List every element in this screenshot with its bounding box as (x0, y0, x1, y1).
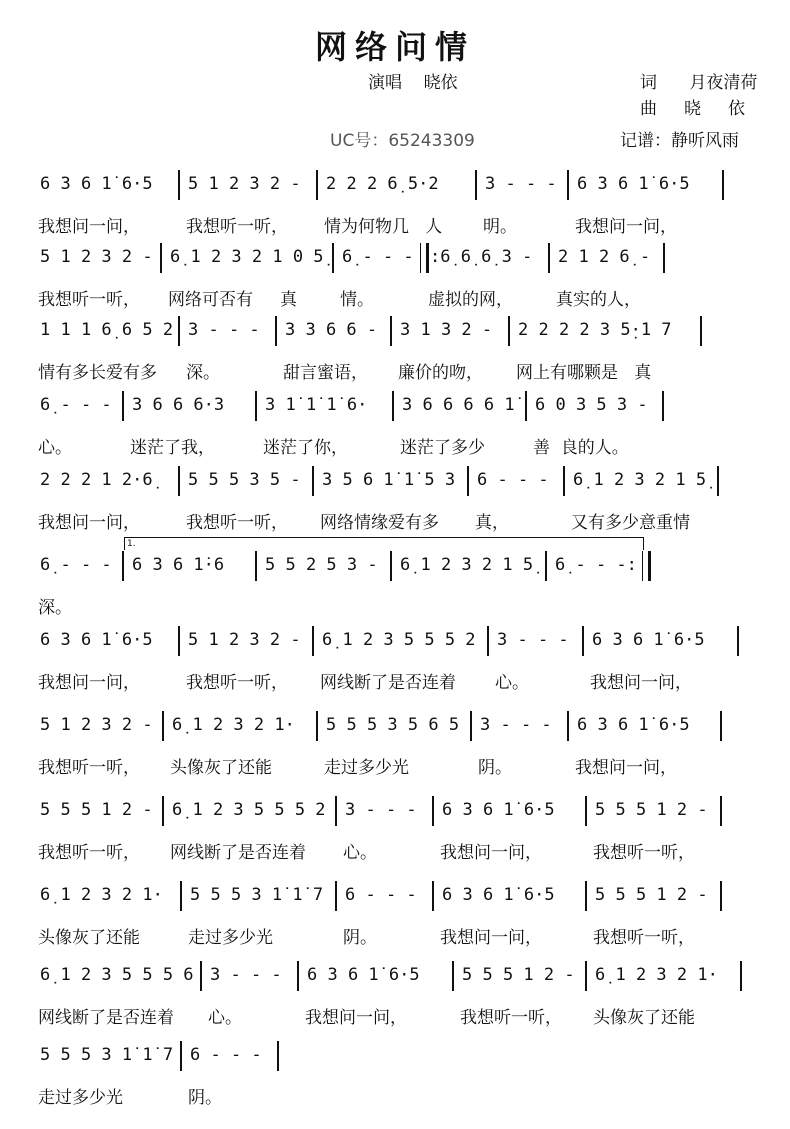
measure-lyric: 网线断了是否连着 (38, 1008, 174, 1028)
measure-notes: 6 - - - (190, 1045, 262, 1065)
barline (277, 1041, 279, 1071)
measure (481, 172, 563, 242)
barline (545, 551, 547, 581)
measure-lyric: 我想问一问， (575, 217, 677, 237)
measure-lyric: 网络情缘爱有多 (320, 513, 439, 533)
barline (316, 170, 318, 200)
system-1 (0, 172, 790, 242)
measure-notes: 5 5 5 1 2 - (595, 885, 708, 905)
system-12 (0, 1043, 790, 1113)
measure-notes: 2 2 2 2 3 5̣·1 7 (518, 320, 672, 340)
measure (261, 553, 386, 623)
measure-notes: 6 3 6 1̇ 6·5 (577, 715, 690, 735)
measure (473, 468, 559, 538)
measure (341, 883, 428, 953)
barline (332, 243, 334, 273)
measure-lyric: 走过多少光 (38, 1088, 123, 1108)
barline (663, 243, 665, 273)
measure-notes: 5 1 2 3 2 - (188, 174, 301, 194)
barline (312, 466, 314, 496)
measure (322, 172, 471, 242)
barline (567, 711, 569, 741)
measure-notes: 3 - - - (210, 965, 282, 985)
measure-notes: 3 1 3 2 - (400, 320, 493, 340)
measure-lyric: 廉价的吻， (398, 363, 483, 383)
barline (548, 243, 550, 273)
measure-notes: 6 3 6 1̇ 6·5 (592, 630, 705, 650)
measure-notes: 5 5 5 1 2 - (462, 965, 575, 985)
system-8 (0, 713, 790, 783)
system-3 (0, 318, 790, 388)
measure-lyric: 情为何物几 人 (324, 217, 443, 237)
barline (162, 711, 164, 741)
barline (122, 551, 124, 581)
measure (338, 245, 416, 315)
measure-notes: 5 1 2 3 2 - (40, 247, 153, 267)
measure-notes: 6̣ 1 2 3 5 5 5 2 (172, 800, 326, 820)
barline (178, 626, 180, 656)
measure-lyric: 阴。 (478, 758, 512, 778)
measure (36, 553, 118, 623)
measure-notes: 2 2 2 1 2·6̣ (40, 470, 153, 490)
measure-notes: 2 1 2 6̣ - (558, 247, 651, 267)
measure-lyric: 情。 (340, 290, 374, 310)
barline (297, 961, 299, 991)
measure (206, 963, 293, 1033)
measure-lyric: 我想听一听， (186, 513, 288, 533)
system-5 (0, 468, 790, 538)
measure (322, 713, 466, 783)
measure-notes: 5 5 5 3 5 - (188, 470, 301, 490)
measure-lyric: 迷茫了你， (263, 438, 348, 458)
measure-notes: 6 3 6 1̇ 6·5 (442, 800, 555, 820)
measure-lyric: 情有多长爱有多 (38, 363, 157, 383)
system-7 (0, 628, 790, 698)
measure-lyric: 我想问一问， (590, 673, 692, 693)
measure-notes: 6̣ 1 2 3 2 1· (172, 715, 295, 735)
uc-number: UC号：65243309 (330, 131, 475, 151)
barline (335, 796, 337, 826)
barline (390, 316, 392, 346)
measure-notes: 6̣ - - - (342, 247, 414, 267)
barline (567, 170, 569, 200)
measure-lyric: 头像灰了还能 (38, 928, 140, 948)
barline (470, 711, 472, 741)
barline (178, 170, 180, 200)
measure-notes: :6̣ 6̣ 6̣ 3 - (430, 247, 533, 267)
measure-notes: 6 3 6 1̇ 6·5 (307, 965, 420, 985)
measure-lyric: 真， (475, 513, 509, 533)
measure (128, 553, 251, 623)
measure-notes: 5 5 5 3 1̇ 1̇ 7 (190, 885, 324, 905)
measure-lyric: 明。 (483, 217, 517, 237)
measure-lyric: 走过多少光 (188, 928, 273, 948)
measure (184, 468, 308, 538)
measure-lyric: 我想听一听， (593, 843, 695, 863)
measure-lyric: 我想问一问， (440, 843, 542, 863)
measure-lyric: 我想问一问， (38, 673, 140, 693)
measure (36, 713, 158, 783)
measure (591, 963, 736, 1033)
measure-notes: 3 5 6 1̇ 1̇ 5 3 (322, 470, 456, 490)
measure (554, 245, 659, 315)
barline (467, 466, 469, 496)
measure-notes: 5 5 5 1 2 - (40, 800, 153, 820)
barline (722, 170, 724, 200)
barline (563, 466, 565, 496)
measure-lyric: 善 良的人。 (533, 438, 629, 458)
measure (303, 963, 448, 1033)
measure-lyric: 我想听一听， (38, 758, 140, 778)
measure-lyric: 我想问一问， (440, 928, 542, 948)
measure (426, 245, 544, 315)
barline (432, 881, 434, 911)
measure-notes: 6̣ 1 2 3 5 5 5 6 (40, 965, 194, 985)
measure (551, 553, 638, 623)
singer-credit: 演唱 晓依 (368, 73, 458, 93)
barline (585, 961, 587, 991)
measure (569, 468, 713, 538)
measure-notes: 6̣ - - - (40, 555, 112, 575)
measure-lyric: 我想问一问， (38, 513, 140, 533)
measure (168, 713, 312, 783)
measure (36, 245, 156, 315)
measure-lyric: 网线断了是否连着 (320, 673, 456, 693)
measure-notes: 3 - - - (485, 174, 557, 194)
measure-notes: 6 3 6 1̇ 6·5 (40, 630, 153, 650)
measure (591, 883, 716, 953)
measure (476, 713, 563, 783)
measure-lyric: 头像灰了还能 (170, 758, 272, 778)
measure (128, 393, 251, 463)
measure-notes: 2 2 2 6̣ 5·2 (326, 174, 439, 194)
measure-lyric: 真实的人， (556, 290, 641, 310)
measure-notes: 6̣ - - -: (555, 555, 637, 575)
barline (582, 626, 584, 656)
measure (36, 318, 174, 388)
measure-lyric: 迷茫了我， (130, 438, 215, 458)
measure-lyric: 我想听一听， (186, 673, 288, 693)
barline (525, 391, 527, 421)
measure-notes: 3 - - - (480, 715, 552, 735)
barline (475, 170, 477, 200)
lyricist-credit: 词 月夜清荷 (640, 73, 758, 93)
song-title: 网络问情 (314, 28, 475, 66)
measure-lyric: 网上有哪颗是 真 (516, 363, 652, 383)
barline (662, 391, 664, 421)
measure-lyric: 又有多少意重情 (571, 513, 690, 533)
measure-lyric: 我想听一听， (593, 928, 695, 948)
barline (720, 711, 722, 741)
measure (36, 468, 174, 538)
measure (36, 963, 196, 1033)
barline (700, 316, 702, 346)
measure-notes: 6̣ - - - (40, 395, 112, 415)
measure-notes: 6 3 6 1̇ 6·5 (577, 174, 690, 194)
measure-lyric: 头像灰了还能 (593, 1008, 695, 1028)
barline (717, 466, 719, 496)
barline (178, 316, 180, 346)
measure-notes: 6̣ 1 2 3 2 1 5̣ (573, 470, 707, 490)
measure (341, 798, 428, 868)
measure-lyric: 我想问一问， (38, 217, 140, 237)
measure (166, 245, 328, 315)
composer-credit: 曲 晓 依 (640, 99, 746, 119)
measure (36, 883, 176, 953)
measure (281, 318, 386, 388)
measure-notes: 3 3 6 6 - (285, 320, 378, 340)
barline (740, 961, 742, 991)
barline (160, 243, 162, 273)
transcriber-credit: 记谱：静听风雨 (620, 131, 739, 151)
barline (390, 551, 392, 581)
measure (588, 628, 733, 698)
barline (255, 391, 257, 421)
volta-bracket: 1. (124, 537, 644, 550)
measure-notes: 6 3 6 1̇·6 (132, 555, 225, 575)
measure (514, 318, 696, 388)
measure-lyric: 心。 (495, 673, 529, 693)
measure (573, 172, 718, 242)
measure (396, 318, 504, 388)
measure-lyric: 我想听一听， (186, 217, 288, 237)
barline (585, 796, 587, 826)
measure-notes: 6̣ 1 2 3 2 1 0 5̣ (170, 247, 324, 267)
measure-notes: 6 0 3 5 3 - (535, 395, 648, 415)
barline (508, 316, 510, 346)
measure-lyric: 深。 (38, 598, 72, 618)
measure-lyric: 我想听一听， (38, 290, 140, 310)
measure-notes: 6 3 6 1̇ 6·5 (442, 885, 555, 905)
system-6 (0, 539, 790, 623)
barline (432, 796, 434, 826)
measure-notes: 6̣ 1 2 3 2 1· (595, 965, 718, 985)
barline (312, 626, 314, 656)
barline (487, 626, 489, 656)
barline (335, 881, 337, 911)
measure (36, 628, 174, 698)
measure (261, 393, 388, 463)
measure (458, 963, 581, 1033)
measure (36, 798, 158, 868)
barline (200, 961, 202, 991)
barline (275, 316, 277, 346)
measure (573, 713, 716, 783)
measure-lyric: 阴。 (188, 1088, 222, 1108)
barline (452, 961, 454, 991)
measure-lyric: 网线断了是否连着 (170, 843, 306, 863)
measure-notes: 5 5 5 3 1̇ 1̇ 7 (40, 1045, 174, 1065)
measure (531, 393, 658, 463)
barline (162, 796, 164, 826)
measure (493, 628, 578, 698)
measure-lyric: 迷茫了多少 (400, 438, 485, 458)
measure-notes: 6̣ 1 2 3 5 5 5 2 (322, 630, 476, 650)
measure-notes: 6 - - - (345, 885, 417, 905)
system-9 (0, 798, 790, 868)
measure (36, 393, 118, 463)
barline (178, 466, 180, 496)
measure (184, 628, 308, 698)
measure-notes: 5 5 2 5 3 - (265, 555, 378, 575)
measure-notes: 1 1 1 6̣ 6 5 2 (40, 320, 174, 340)
measure-notes: 5 1 2 3 2 - (40, 715, 153, 735)
measure (186, 1043, 273, 1113)
measure (318, 628, 483, 698)
system-2 (0, 245, 790, 315)
measure (438, 883, 581, 953)
measure-lyric: 我想问一问， (575, 758, 677, 778)
measure (184, 172, 312, 242)
barline (642, 551, 651, 581)
barline (585, 881, 587, 911)
measure-notes: 3 - - - (497, 630, 569, 650)
measure (184, 318, 271, 388)
barline (255, 551, 257, 581)
measure-notes: 3 - - - (188, 320, 260, 340)
barline (392, 391, 394, 421)
measure-lyric: 我想听一听， (38, 843, 140, 863)
measure (438, 798, 581, 868)
barline (180, 1041, 182, 1071)
measure (36, 1043, 176, 1113)
barline (122, 391, 124, 421)
barline (720, 881, 722, 911)
measure-lyric: 心。 (208, 1008, 242, 1028)
system-4 (0, 393, 790, 463)
measure-notes: 6 - - - (477, 470, 549, 490)
measure-notes: 6̣ 1 2 3 2 1 5̣ (400, 555, 534, 575)
barline (180, 881, 182, 911)
measure-lyric: 网络可否有 真 (168, 290, 298, 310)
measure (168, 798, 331, 868)
measure-notes: 3 - - - (345, 800, 417, 820)
system-10 (0, 883, 790, 953)
barline (737, 626, 739, 656)
measure (591, 798, 716, 868)
barline (316, 711, 318, 741)
measure-lyric: 甜言蜜语， (283, 363, 368, 383)
measure-lyric: 我想听一听， (460, 1008, 562, 1028)
measure-notes: 3 6 6 6·3 (132, 395, 225, 415)
measure (318, 468, 463, 538)
system-11 (0, 963, 790, 1033)
measure-lyric: 阴。 (343, 928, 377, 948)
measure-notes: 5 1 2 3 2 - (188, 630, 301, 650)
measure-notes: 3 6 6 6 6 1̇ (402, 395, 515, 415)
measure (36, 172, 174, 242)
measure-notes: 3 1̇ 1̇ 1̇ 6· (265, 395, 368, 415)
measure-lyric: 虚拟的网， (428, 290, 513, 310)
measure-lyric: 我想问一问， (305, 1008, 407, 1028)
measure (398, 393, 521, 463)
measure (396, 553, 541, 623)
measure (186, 883, 331, 953)
measure-notes: 6 3 6 1̇ 6·5 (40, 174, 153, 194)
measure-lyric: 心。 (343, 843, 377, 863)
measure-lyric: 走过多少光 (324, 758, 409, 778)
barline (720, 796, 722, 826)
measure-lyric: 心。 (38, 438, 72, 458)
measure-notes: 5 5 5 3 5 6 5 (326, 715, 460, 735)
measure-notes: 5 5 5 1 2 - (595, 800, 708, 820)
measure-lyric: 深。 (186, 363, 220, 383)
measure-notes: 6̣ 1 2 3 2 1· (40, 885, 163, 905)
